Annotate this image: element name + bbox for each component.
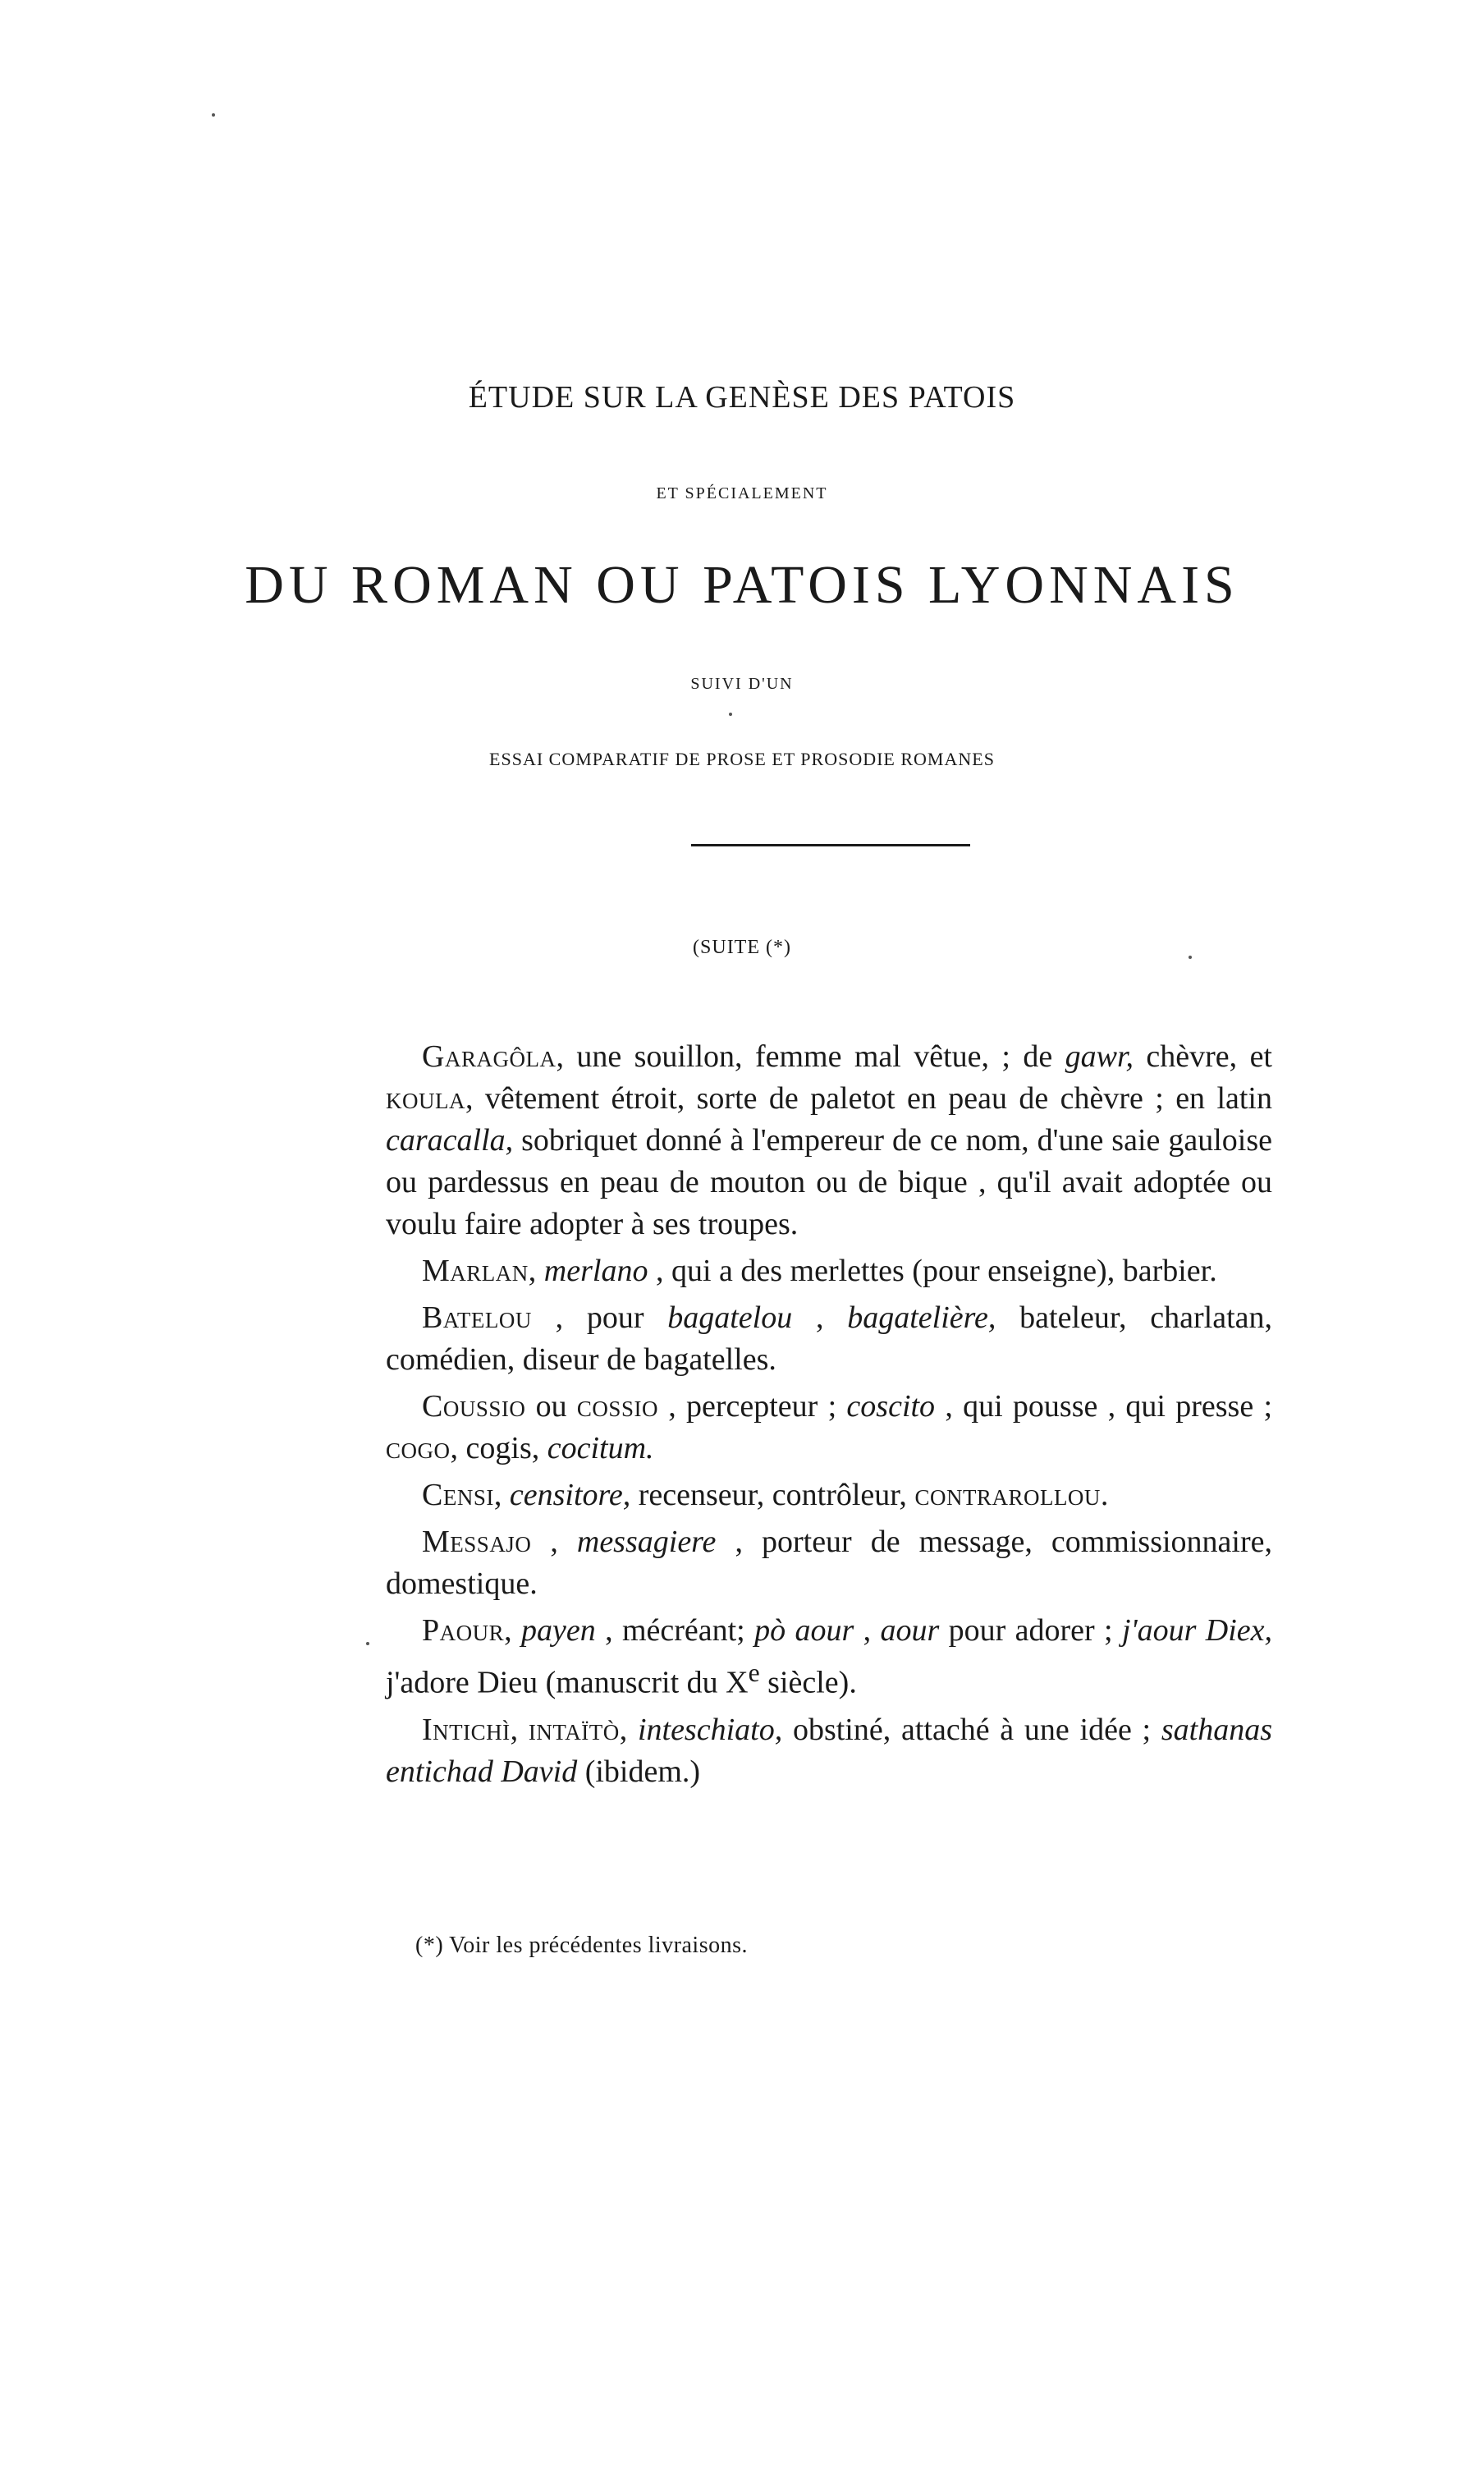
header-subtitle-followed: SUIVI D'UN [690,675,794,693]
scan-speck [212,113,215,117]
divider-rule [691,844,970,846]
entry-head: Coussio [422,1389,526,1424]
header-subtitle-especially: ET SPÉCIALEMENT [656,484,828,502]
entry-head: Marlan [422,1254,529,1288]
entry-head: Censi [422,1478,494,1512]
entry-batelou: Batelou , pour bagatelou , bagatelière, bateleur, charlatan, comédien, diseur de bagatelles. [386,1300,1272,1377]
suite-label: (SUITE (*) [693,937,791,958]
footnote: (*) Voir les précédentes livraisons. [415,1933,748,1958]
entry-garagola: Garagôla, une souillon, femme mal vêtue, ; de gawr, chèvre, et koula, vêtement étroit, sorte de paletot en peau de chèvre ; en latin caracalla, sobriquet donné à l'empereur de ce nom, d'une saie gauloise ou pardessus en peau de mouton ou de bique , qu'il avait adoptée ou voulu faire adopter à ses troupes. [386,1039,1272,1241]
header-subtitle-essay: ESSAI COMPARATIF DE PROSE ET PROSODIE ROMANES [489,749,995,769]
entry-head: Messajo [422,1525,532,1559]
scan-speck [1189,956,1192,959]
entry-head: Intichì [422,1712,511,1747]
entry-paour: Paour, payen , mécréant; pò aour , aour pour adorer ; j'aour Diex, j'adore Dieu (manuscrit du Xe siècle). [386,1613,1272,1700]
main-title: DU ROMAN OU PATOIS LYONNAIS [245,555,1239,615]
scan-speck [729,713,732,716]
entry-marlan: Marlan, merlano , qui a des merlettes (pour enseigne), barbier. [422,1254,1217,1288]
body-text [386,1036,1272,1798]
scan-speck [366,1642,369,1645]
entry-coussio: Coussio ou cossio , percepteur ; coscito , qui pousse , qui presse ; cogo, cogis, cocitum. [386,1389,1273,1465]
entry-messajo: Messajo , messagiere , porteur de message, commissionnaire, domestique. [386,1525,1272,1601]
entry-head: Garagôla [422,1039,556,1074]
entry-head: Batelou [422,1300,532,1335]
header-title: ÉTUDE SUR LA GENÈSE DES PATOIS [468,380,1016,415]
entry-head: Paour [422,1613,505,1648]
entry-intichi: Intichì, intaïtò, inteschiato, obstiné, attaché à une idée ; sathanas entichad David (ibidem.) [386,1712,1273,1789]
entry-censi: Censi, censitore, recenseur, contrôleur, contrarollou. [422,1478,1109,1512]
